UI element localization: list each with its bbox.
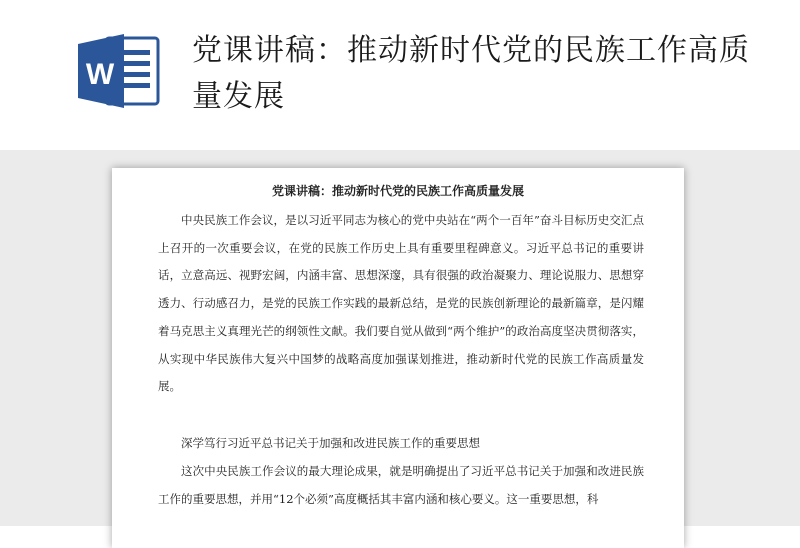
paragraph: 中央民族工作会议，是以习近平同志为核心的党中央站在“两个一百年”奋斗目标历史交汇点上召开的一次重要会议，在党的民族工作历史上具有重要里程碑意义。习近平总书记的重要讲话，立意高远、视野宏阔，内涵丰富、思想深邃，具有很强的政治凝聚力、理论说服力、思想穿透力、行动感召力，是党的民族工作实践的最新总结，是党的民族创新理论的最新篇章，是闪耀着马克思主义真理光芒的纲领性文献。我们要自觉从做到“两个维护”的政治高度坚决贯彻落实，从实现中华民族伟大复兴中国梦的战略高度加强谋划推进，推动新时代党的民族工作高质量发展。	[158, 213, 644, 394]
word-icon-letter: W	[85, 58, 115, 91]
section-heading: 深学笃行习近平总书记关于加强和改进民族工作的重要思想	[181, 436, 480, 450]
word-icon	[76, 32, 162, 110]
page-title: 党课讲稿：推动新时代党的民族工作高质量发展	[192, 33, 750, 114]
document-title: 党课讲稿：推动新时代党的民族工作高质量发展	[271, 184, 524, 198]
document-page	[112, 168, 684, 548]
paragraph: 这次中央民族工作会议的最大理论成果，就是明确提出了习近平总书记关于加强和改进民族工作的重要思想，并用“12个必须”高度概括其丰富内涵和核心要义。这一重要思想，科	[158, 464, 644, 506]
